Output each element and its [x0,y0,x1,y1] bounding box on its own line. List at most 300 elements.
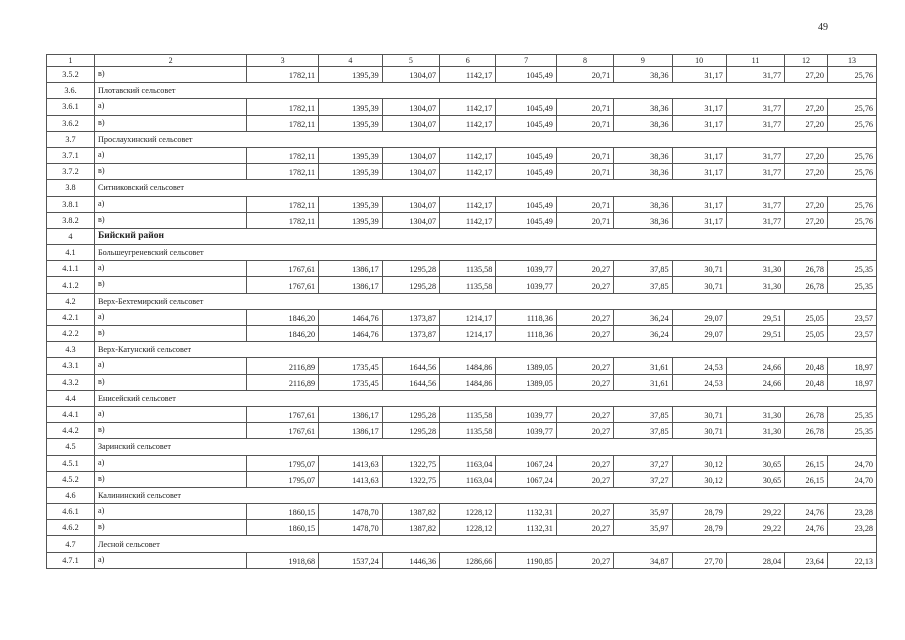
value-cell: 30,71 [672,261,726,277]
value-cell: 1395,39 [319,115,383,131]
row-code: 3.6.2 [47,115,95,131]
value-cell: 1045,49 [496,147,556,163]
value-cell: 1413,63 [319,455,383,471]
value-cell: 18,97 [827,358,876,374]
column-header: 2 [94,55,246,67]
value-cell: 31,17 [672,67,726,83]
row-code: 4.5.2 [47,471,95,487]
value-cell: 29,22 [726,520,784,536]
value-cell: 20,71 [556,164,613,180]
value-cell: 1295,28 [382,406,439,422]
tariff-table [46,54,877,569]
value-cell: 1228,12 [440,520,496,536]
value-cell: 20,27 [556,277,613,293]
value-cell: 20,71 [556,147,613,163]
value-cell: 28,79 [672,520,726,536]
value-cell: 31,17 [672,164,726,180]
section-title: Ситниковский сельсовет [94,180,876,196]
value-cell: 1135,58 [440,406,496,422]
row-code: 4.4 [47,390,95,406]
value-cell: 29,22 [726,504,784,520]
value-cell: 1322,75 [382,471,439,487]
value-cell: 25,35 [827,423,876,439]
value-cell: 1782,11 [247,196,319,212]
value-cell: 24,53 [672,358,726,374]
value-cell: 25,35 [827,277,876,293]
table-row [47,326,877,342]
value-cell: 1304,07 [382,212,439,228]
row-code: 4.6 [47,487,95,503]
value-cell: 1464,76 [319,326,383,342]
value-cell: 1304,07 [382,115,439,131]
value-cell: 28,79 [672,504,726,520]
value-cell: 1389,05 [496,374,556,390]
column-header: 11 [726,55,784,67]
value-cell: 37,85 [614,261,672,277]
value-cell: 1395,39 [319,196,383,212]
value-cell: 1782,11 [247,147,319,163]
value-cell: 1735,45 [319,358,383,374]
value-cell: 1386,17 [319,261,383,277]
value-cell: 27,20 [785,164,828,180]
value-cell: 1395,39 [319,67,383,83]
value-cell: 1039,77 [496,406,556,422]
value-cell: 1373,87 [382,309,439,325]
value-cell: 20,71 [556,115,613,131]
row-label: а) [94,99,246,115]
value-cell: 34,87 [614,552,672,568]
value-cell: 22,13 [827,552,876,568]
row-code: 4.7.1 [47,552,95,568]
row-code: 3.8 [47,180,95,196]
section-row [47,342,877,358]
value-cell: 30,65 [726,455,784,471]
value-cell: 37,85 [614,423,672,439]
value-cell: 20,27 [556,309,613,325]
value-cell: 1039,77 [496,261,556,277]
value-cell: 1163,04 [440,455,496,471]
value-cell: 27,20 [785,212,828,228]
table-row [47,423,877,439]
section-row [47,131,877,147]
value-cell: 1118,36 [496,326,556,342]
row-label: а) [94,196,246,212]
value-cell: 31,77 [726,196,784,212]
table-row [47,212,877,228]
value-cell: 24,70 [827,471,876,487]
value-cell: 1537,24 [319,552,383,568]
value-cell: 20,71 [556,99,613,115]
value-cell: 25,35 [827,261,876,277]
value-cell: 29,07 [672,326,726,342]
value-cell: 1795,07 [247,471,319,487]
value-cell: 24,70 [827,455,876,471]
row-code: 4.6.2 [47,520,95,536]
value-cell: 23,57 [827,309,876,325]
value-cell: 1322,75 [382,455,439,471]
value-cell: 23,28 [827,520,876,536]
table-row [47,164,877,180]
row-code: 4.5 [47,439,95,455]
column-header: 13 [827,55,876,67]
section-row [47,536,877,552]
value-cell: 31,61 [614,358,672,374]
row-code: 3.7.1 [47,147,95,163]
value-cell: 1386,17 [319,277,383,293]
value-cell: 1142,17 [440,164,496,180]
value-cell: 38,36 [614,196,672,212]
column-header: 10 [672,55,726,67]
value-cell: 30,71 [672,277,726,293]
value-cell: 24,53 [672,374,726,390]
value-cell: 30,65 [726,471,784,487]
value-cell: 1918,68 [247,552,319,568]
table-row [47,261,877,277]
value-cell: 27,70 [672,552,726,568]
value-cell: 1395,39 [319,212,383,228]
value-cell: 20,27 [556,374,613,390]
row-label: в) [94,67,246,83]
value-cell: 20,27 [556,423,613,439]
table-row [47,196,877,212]
value-cell: 1039,77 [496,277,556,293]
row-label: в) [94,326,246,342]
value-cell: 1644,56 [382,374,439,390]
value-cell: 25,76 [827,99,876,115]
row-code: 4.3.2 [47,374,95,390]
section-row [47,293,877,309]
value-cell: 28,04 [726,552,784,568]
column-header: 6 [440,55,496,67]
value-cell: 18,97 [827,374,876,390]
value-cell: 36,24 [614,309,672,325]
section-title: Заринский сельсовет [94,439,876,455]
value-cell: 31,77 [726,67,784,83]
value-cell: 24,76 [785,504,828,520]
value-cell: 1142,17 [440,212,496,228]
value-cell: 29,51 [726,309,784,325]
table-row [47,406,877,422]
value-cell: 1767,61 [247,277,319,293]
value-cell: 31,77 [726,99,784,115]
value-cell: 30,71 [672,423,726,439]
row-label: в) [94,212,246,228]
table-row [47,67,877,83]
row-code: 4.6.1 [47,504,95,520]
value-cell: 1142,17 [440,147,496,163]
value-cell: 1387,82 [382,504,439,520]
table-row [47,147,877,163]
value-cell: 29,07 [672,309,726,325]
value-cell: 1478,70 [319,504,383,520]
value-cell: 23,57 [827,326,876,342]
page-number: 49 [818,22,828,33]
value-cell: 25,76 [827,147,876,163]
value-cell: 1387,82 [382,520,439,536]
value-cell: 1295,28 [382,423,439,439]
value-cell: 30,12 [672,455,726,471]
row-label: а) [94,455,246,471]
value-cell: 38,36 [614,67,672,83]
row-code: 4 [47,228,95,244]
value-cell: 1295,28 [382,277,439,293]
section-title: Плотавский сельсовет [94,83,876,99]
section-row [47,390,877,406]
header-row [47,55,877,67]
value-cell: 1045,49 [496,164,556,180]
value-cell: 1135,58 [440,261,496,277]
table-row [47,277,877,293]
section-title: Большеугреневский сельсовет [94,245,876,261]
value-cell: 1045,49 [496,67,556,83]
row-code: 3.7 [47,131,95,147]
row-label: в) [94,520,246,536]
value-cell: 31,30 [726,277,784,293]
value-cell: 1395,39 [319,147,383,163]
section-row [47,245,877,261]
value-cell: 1782,11 [247,67,319,83]
value-cell: 1446,36 [382,552,439,568]
table-row [47,552,877,568]
section-row [47,439,877,455]
value-cell: 1767,61 [247,423,319,439]
row-code: 3.6.1 [47,99,95,115]
section-title: Лесной сельсовет [94,536,876,552]
value-cell: 25,76 [827,196,876,212]
value-cell: 26,15 [785,455,828,471]
value-cell: 1795,07 [247,455,319,471]
value-cell: 1045,49 [496,115,556,131]
value-cell: 30,12 [672,471,726,487]
value-cell: 1395,39 [319,99,383,115]
value-cell: 26,78 [785,423,828,439]
value-cell: 1304,07 [382,147,439,163]
section-title: Верх-Катунский сельсовет [94,342,876,358]
value-cell: 31,17 [672,147,726,163]
value-cell: 31,77 [726,212,784,228]
value-cell: 20,27 [556,358,613,374]
value-cell: 1484,86 [440,374,496,390]
value-cell: 1395,39 [319,164,383,180]
value-cell: 26,78 [785,261,828,277]
row-label: в) [94,374,246,390]
table-row [47,309,877,325]
table-row [47,504,877,520]
value-cell: 35,97 [614,504,672,520]
value-cell: 27,20 [785,99,828,115]
value-cell: 2116,89 [247,358,319,374]
value-cell: 1782,11 [247,115,319,131]
value-cell: 1142,17 [440,99,496,115]
table-row [47,99,877,115]
value-cell: 31,77 [726,115,784,131]
value-cell: 25,35 [827,406,876,422]
value-cell: 1478,70 [319,520,383,536]
value-cell: 1735,45 [319,374,383,390]
row-code: 3.8.2 [47,212,95,228]
row-code: 3.6. [47,83,95,99]
value-cell: 20,27 [556,261,613,277]
table-row [47,374,877,390]
column-header: 3 [247,55,319,67]
value-cell: 23,64 [785,552,828,568]
row-label: а) [94,504,246,520]
row-label: в) [94,471,246,487]
value-cell: 1190,85 [496,552,556,568]
value-cell: 1782,11 [247,99,319,115]
section-title: Бийский район [94,228,876,244]
value-cell: 1286,66 [440,552,496,568]
table-body [47,55,877,569]
value-cell: 37,27 [614,471,672,487]
value-cell: 31,77 [726,147,784,163]
value-cell: 36,24 [614,326,672,342]
section-title: Верх-Бехтемирский сельсовет [94,293,876,309]
value-cell: 37,27 [614,455,672,471]
value-cell: 37,85 [614,406,672,422]
row-label: в) [94,277,246,293]
value-cell: 27,20 [785,147,828,163]
table-row [47,471,877,487]
value-cell: 38,36 [614,147,672,163]
section-row [47,487,877,503]
value-cell: 20,27 [556,406,613,422]
value-cell: 38,36 [614,212,672,228]
column-header: 8 [556,55,613,67]
section-title: Енисейский сельсовет [94,390,876,406]
row-code: 4.2 [47,293,95,309]
value-cell: 1045,49 [496,196,556,212]
row-code: 4.3 [47,342,95,358]
value-cell: 26,15 [785,471,828,487]
value-cell: 35,97 [614,520,672,536]
value-cell: 1135,58 [440,277,496,293]
value-cell: 25,05 [785,309,828,325]
table-row [47,115,877,131]
value-cell: 1118,36 [496,309,556,325]
value-cell: 20,27 [556,455,613,471]
table-row [47,455,877,471]
section-title: Прослаухинский сельсовет [94,131,876,147]
value-cell: 27,20 [785,67,828,83]
value-cell: 1782,11 [247,212,319,228]
value-cell: 1295,28 [382,261,439,277]
row-label: а) [94,309,246,325]
value-cell: 30,71 [672,406,726,422]
value-cell: 27,20 [785,115,828,131]
value-cell: 1142,17 [440,196,496,212]
value-cell: 1228,12 [440,504,496,520]
row-code: 4.1 [47,245,95,261]
value-cell: 1304,07 [382,196,439,212]
row-code: 3.8.1 [47,196,95,212]
table-row [47,520,877,536]
value-cell: 1045,49 [496,212,556,228]
value-cell: 38,36 [614,115,672,131]
value-cell: 37,85 [614,277,672,293]
value-cell: 20,71 [556,212,613,228]
value-cell: 27,20 [785,196,828,212]
row-code: 4.1.2 [47,277,95,293]
value-cell: 1389,05 [496,358,556,374]
section-row [47,180,877,196]
column-header: 12 [785,55,828,67]
row-label: а) [94,552,246,568]
column-header: 9 [614,55,672,67]
value-cell: 20,48 [785,358,828,374]
value-cell: 1846,20 [247,326,319,342]
row-code: 3.7.2 [47,164,95,180]
row-label: а) [94,261,246,277]
value-cell: 38,36 [614,164,672,180]
value-cell: 1304,07 [382,99,439,115]
value-cell: 1860,15 [247,504,319,520]
value-cell: 1214,17 [440,309,496,325]
value-cell: 1846,20 [247,309,319,325]
value-cell: 1163,04 [440,471,496,487]
row-label: а) [94,147,246,163]
row-label: в) [94,164,246,180]
value-cell: 20,27 [556,471,613,487]
value-cell: 1067,24 [496,471,556,487]
value-cell: 20,48 [785,374,828,390]
row-code: 4.1.1 [47,261,95,277]
value-cell: 31,30 [726,423,784,439]
value-cell: 26,78 [785,277,828,293]
value-cell: 2116,89 [247,374,319,390]
value-cell: 1304,07 [382,164,439,180]
value-cell: 1304,07 [382,67,439,83]
value-cell: 1484,86 [440,358,496,374]
value-cell: 1644,56 [382,358,439,374]
value-cell: 1386,17 [319,423,383,439]
row-code: 4.4.2 [47,423,95,439]
value-cell: 1142,17 [440,115,496,131]
column-header: 5 [382,55,439,67]
section-row [47,228,877,244]
value-cell: 31,17 [672,99,726,115]
value-cell: 1782,11 [247,164,319,180]
value-cell: 24,66 [726,374,784,390]
value-cell: 25,05 [785,326,828,342]
value-cell: 25,76 [827,115,876,131]
value-cell: 1142,17 [440,67,496,83]
value-cell: 1767,61 [247,406,319,422]
value-cell: 1860,15 [247,520,319,536]
row-code: 4.4.1 [47,406,95,422]
value-cell: 1386,17 [319,406,383,422]
value-cell: 20,71 [556,67,613,83]
value-cell: 1045,49 [496,99,556,115]
value-cell: 20,27 [556,552,613,568]
row-code: 4.3.1 [47,358,95,374]
value-cell: 24,76 [785,520,828,536]
column-header: 4 [319,55,383,67]
value-cell: 31,30 [726,261,784,277]
column-header: 1 [47,55,95,67]
value-cell: 31,30 [726,406,784,422]
column-header: 7 [496,55,556,67]
value-cell: 20,27 [556,326,613,342]
value-cell: 24,66 [726,358,784,374]
value-cell: 31,61 [614,374,672,390]
value-cell: 1214,17 [440,326,496,342]
value-cell: 1373,87 [382,326,439,342]
row-label: в) [94,423,246,439]
value-cell: 25,76 [827,212,876,228]
value-cell: 31,17 [672,115,726,131]
section-row [47,83,877,99]
